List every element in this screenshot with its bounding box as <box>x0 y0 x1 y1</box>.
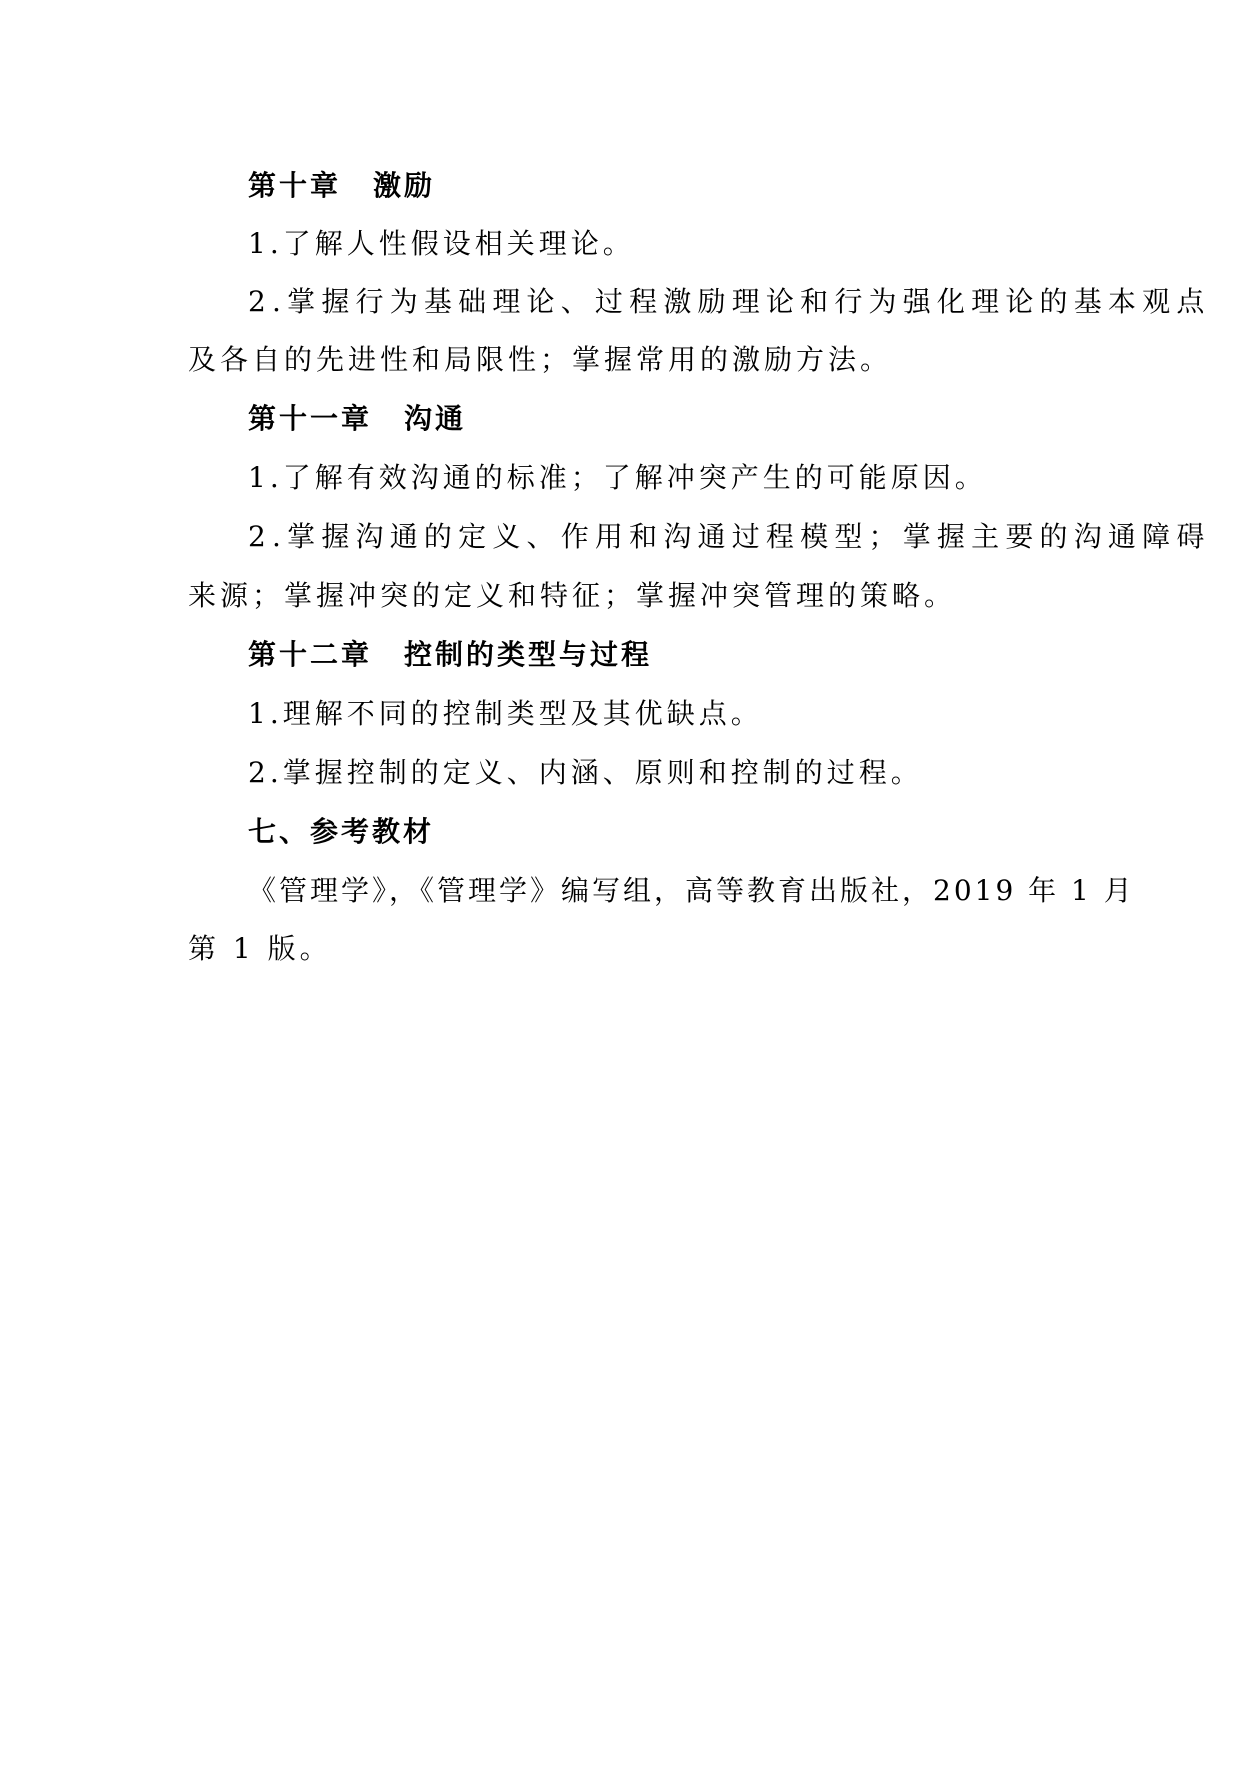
references-line-2: 第 1 版。 <box>188 932 332 965</box>
chapter-10-item-2-continued: 及各自的先进性和局限性；掌握常用的激励方法。 <box>188 343 893 376</box>
chapter-10-item-1: 1.了解人性假设相关理论。 <box>248 227 635 260</box>
references-line-1: 《管理学》，《管理学》编写组，高等教育出版社，2019 年 1 月 <box>248 874 1135 907</box>
chapter-12-number: 第十二章 <box>248 638 373 671</box>
chapter-12-heading <box>248 635 1128 675</box>
chapter-11-heading <box>248 399 1128 439</box>
chapter-10-title: 激励 <box>373 169 436 202</box>
chapter-11-item-2-continued: 来源；掌握冲突的定义和特征；掌握冲突管理的策略。 <box>188 579 957 612</box>
references-heading: 七、参考教材 <box>248 815 435 848</box>
chapter-10-heading <box>248 166 1128 206</box>
chapter-10-number: 第十章 <box>248 169 342 202</box>
chapter-11-title: 沟通 <box>404 402 467 435</box>
chapter-11-item-2: 2.掌握沟通的定义、作用和沟通过程模型；掌握主要的沟通障碍 <box>248 520 1211 553</box>
chapter-11-number: 第十一章 <box>248 402 373 435</box>
chapter-12-title: 控制的类型与过程 <box>404 638 653 671</box>
chapter-11-item-1: 1.了解有效沟通的标准；了解冲突产生的可能原因。 <box>248 461 987 494</box>
chapter-10-item-2: 2.掌握行为基础理论、过程激励理论和行为强化理论的基本观点 <box>248 285 1211 318</box>
chapter-12-item-2: 2.掌握控制的定义、内涵、原则和控制的过程。 <box>248 756 923 789</box>
chapter-12-item-1: 1.理解不同的控制类型及其优缺点。 <box>248 697 763 730</box>
